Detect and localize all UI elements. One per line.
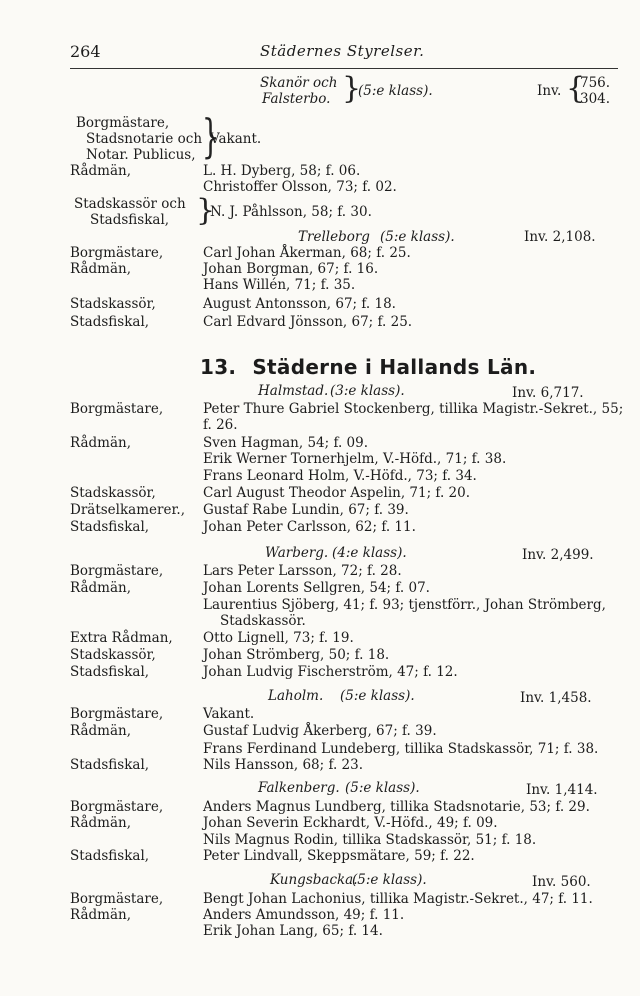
person-entry: Laurentius Sjöberg, 41; f. 93; tjenstförr., Johan Strömberg, — [203, 597, 606, 613]
role-label: Borgmästare, — [70, 891, 164, 907]
role-label: Stadsfiskal, — [70, 664, 150, 680]
halmstad-town: Halmstad. — [258, 383, 329, 399]
person-entry: Vakant. — [203, 706, 255, 722]
skanor-kassor-brace: } — [196, 193, 216, 228]
person-entry: L. H. Dyberg, 58; f. 06. — [203, 163, 361, 179]
skanor-town-brace: } — [342, 71, 362, 106]
role-label: Stadsnotarie och — [86, 131, 203, 147]
person-entry: Carl Johan Åkerman, 68; f. 25. — [203, 245, 411, 261]
role-label: Rådmän, — [70, 580, 132, 596]
running-title: Städernes Styrelser. — [260, 42, 425, 60]
role-label: Stadsfiskal, — [90, 212, 170, 228]
role-label: Stadskassör och — [74, 196, 186, 212]
person-entry: Vakant. — [210, 131, 262, 147]
kungsbacka-klass: (5:e klass). — [352, 872, 427, 888]
role-label: Stadsfiskal, — [70, 757, 150, 773]
role-label: Borgmästare, — [70, 563, 164, 579]
person-entry: August Antonsson, 67; f. 18. — [203, 296, 396, 312]
role-label: Notar. Publicus, — [86, 147, 196, 163]
role-label: Rådmän, — [70, 907, 132, 923]
role-label: Rådmän, — [70, 815, 132, 831]
person-entry: Peter Thure Gabriel Stockenberg, tillika Magistr.-Sekret., 55; — [203, 401, 624, 417]
trelleborg-town: Trelleborg — [298, 229, 370, 245]
section-title: Städerne i Hallands Län. — [252, 355, 537, 379]
skanor-inv-bottom: 304. — [580, 91, 611, 107]
person-entry: Otto Lignell, 73; f. 19. — [203, 630, 354, 646]
person-entry: Frans Ferdinand Lundeberg, tillika Stadskassör, 71; f. 38. — [203, 741, 599, 757]
role-label: Stadskassör, — [70, 296, 156, 312]
person-entry: Anders Magnus Lundberg, tillika Stadsnotarie, 53; f. 29. — [203, 799, 590, 815]
role-label: Borgmästare, — [70, 401, 164, 417]
person-entry: Erik Johan Lang, 65; f. 14. — [203, 923, 383, 939]
person-entry: Carl August Theodor Aspelin, 71; f. 20. — [203, 485, 471, 501]
person-entry: Johan Severin Eckhardt, V.-Höfd., 49; f. 09. — [203, 815, 498, 831]
role-label: Stadskassör, — [70, 647, 156, 663]
section-heading — [200, 355, 536, 379]
header-rule — [70, 68, 618, 69]
person-entry: Carl Edvard Jönsson, 67; f. 25. — [203, 314, 413, 330]
falkenberg-inv: Inv. 1,414. — [526, 782, 598, 798]
falkenberg-town: Falkenberg. — [258, 780, 340, 796]
person-entry: Peter Lindvall, Skeppsmätare, 59; f. 22. — [203, 848, 475, 864]
person-entry: Johan Ludvig Fischerström, 47; f. 12. — [203, 664, 458, 680]
role-label: Rådmän, — [70, 163, 132, 179]
role-label: Stadsfiskal, — [70, 314, 150, 330]
person-entry: Anders Amundsson, 49; f. 11. — [203, 907, 405, 923]
halmstad-klass: (3:e klass). — [330, 383, 405, 399]
person-entry: Sven Hagman, 54; f. 09. — [203, 435, 369, 451]
role-label: Borgmästare, — [70, 799, 164, 815]
person-entry: Johan Strömberg, 50; f. 18. — [203, 647, 390, 663]
person-entry: Nils Hansson, 68; f. 23. — [203, 757, 364, 773]
person-entry: Lars Peter Larsson, 72; f. 28. — [203, 563, 402, 579]
page-number: 264 — [70, 42, 101, 61]
skanor-town-line1: Skanör och — [260, 75, 338, 91]
trelleborg-klass: (5:e klass). — [380, 229, 455, 245]
person-entry: Erik Werner Tornerhjelm, V.-Höfd., 71; f. 38. — [203, 451, 507, 467]
skanor-inv-brace: { — [566, 71, 586, 106]
role-label: Borgmästare, — [76, 115, 170, 131]
role-label: Borgmästare, — [70, 706, 164, 722]
page-header — [70, 42, 620, 66]
person-entry: Hans Willén, 71; f. 35. — [203, 277, 356, 293]
person-entry: Nils Magnus Rodin, tillika Stadskassör, 51; f. 18. — [203, 832, 537, 848]
role-label: Stadskassör, — [70, 485, 156, 501]
kungsbacka-town: Kungsbacka. — [270, 872, 358, 888]
person-entry: Christoffer Olsson, 73; f. 02. — [203, 179, 397, 195]
halmstad-inv: Inv. 6,717. — [512, 385, 584, 401]
laholm-inv: Inv. 1,458. — [520, 690, 592, 706]
person-entry: f. 26. — [203, 417, 238, 433]
role-label: Rådmän, — [70, 261, 132, 277]
role-label: Borgmästare, — [70, 245, 164, 261]
role-label: Extra Rådman, — [70, 630, 173, 646]
skanor-inv-top: 756. — [580, 75, 611, 91]
person-entry: Stadskassör. — [220, 613, 306, 629]
role-label: Stadsfiskal, — [70, 519, 150, 535]
skanor-town-line2: Falsterbo. — [262, 91, 331, 107]
skanor-inv-label: Inv. — [537, 83, 562, 99]
person-entry: Frans Leonard Holm, V.-Höfd., 73; f. 34. — [203, 468, 477, 484]
laholm-klass: (5:e klass). — [340, 688, 415, 704]
role-label: Drätselkamerer., — [70, 502, 186, 518]
warberg-town: Warberg. — [265, 545, 329, 561]
person-entry: Johan Peter Carlsson, 62; f. 11. — [203, 519, 416, 535]
role-label: Rådmän, — [70, 723, 132, 739]
person-entry: Gustaf Ludvig Åkerberg, 67; f. 39. — [203, 723, 437, 739]
falkenberg-klass: (5:e klass). — [345, 780, 420, 796]
warberg-klass: (4:e klass). — [332, 545, 407, 561]
trelleborg-inv: Inv. 2,108. — [524, 229, 596, 245]
skanor-klass: (5:e klass). — [358, 83, 433, 99]
skanor-roles-brace: } — [201, 109, 220, 163]
role-label: Stadsfiskal, — [70, 848, 150, 864]
warberg-inv: Inv. 2,499. — [522, 547, 594, 563]
laholm-town: Laholm. — [268, 688, 324, 704]
section-number: 13. — [200, 355, 237, 379]
kungsbacka-inv: Inv. 560. — [532, 874, 591, 890]
role-label: Rådmän, — [70, 435, 132, 451]
person-entry: N. J. Påhlsson, 58; f. 30. — [210, 204, 372, 220]
person-entry: Johan Borgman, 67; f. 16. — [203, 261, 379, 277]
person-entry: Gustaf Rabe Lundin, 67; f. 39. — [203, 502, 409, 518]
person-entry: Bengt Johan Lachonius, tillika Magistr.-Sekret., 47; f. 11. — [203, 891, 593, 907]
person-entry: Johan Lorents Sellgren, 54; f. 07. — [203, 580, 430, 596]
